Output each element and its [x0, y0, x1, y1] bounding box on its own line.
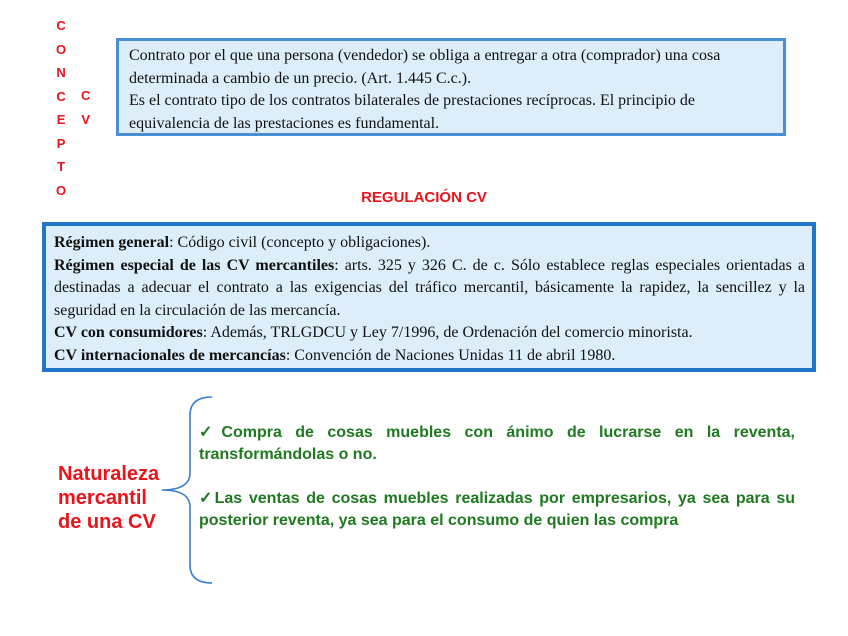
definition-text: Contrato por el que una persona (vendedor) se obliga a entregar a otra (comprador) una cosa determinada a cambio de un precio. (Art. 1.445 C.c.). [129, 47, 721, 87]
regulacion-title: REGULACIÓN CV [361, 189, 487, 206]
regulacion-text: : Además, TRLGDCU y Ley 7/1996, de Ordenación del comercio minorista. [202, 324, 693, 341]
regulacion-text: : Convención de Naciones Unidas 11 de abril 1980. [285, 346, 616, 364]
regulacion-term: CV internacionales de mercancías [54, 346, 286, 364]
naturaleza-item: ✓Compra de cosas muebles con ánimo de lucrarse en la reventa, transformándolas o no. [199, 424, 795, 463]
regulacion-term: Régimen especial de las CV mercantiles [54, 256, 335, 274]
regulacion-item [54, 345, 805, 368]
concepto-letter: E [56, 112, 66, 127]
cv-vertical-label [81, 84, 90, 131]
naturaleza-title-line: Naturaleza [58, 463, 160, 485]
naturaleza-title-line: mercantil [58, 487, 147, 509]
regulacion-term: Régimen general [54, 234, 170, 251]
regulacion-item [54, 232, 805, 255]
regulacion-term: CV con consumidores [54, 324, 203, 341]
concepto-letter: C [56, 88, 66, 104]
regulacion-box [42, 222, 816, 372]
concepto-vertical-label [56, 14, 66, 202]
concepto-letter: N [56, 65, 66, 80]
cv-letter: C [81, 88, 91, 103]
regulacion-text: : Código civil (concepto y obligaciones). [169, 234, 431, 251]
naturaleza-list [199, 422, 795, 554]
concepto-letter: T [57, 159, 66, 174]
concepto-letter: P [56, 135, 66, 151]
naturaleza-title-line: de una CV [58, 511, 156, 533]
concepto-letter: O [56, 41, 67, 57]
concepto-letter: O [56, 182, 67, 198]
concepto-letter: C [56, 18, 66, 33]
cv-letter: V [81, 111, 91, 127]
regulacion-item [54, 322, 805, 345]
naturaleza-item: ✓Las ventas de cosas muebles realizadas por empresarios, ya sea para su posterior reventa, ya sea para el consumo de quien las compra [199, 490, 795, 529]
regulacion-text: : arts. 325 y 326 C. de c. Sólo establece reglas especiales orientadas a destinadas a adecuar el contrato a las exigencias del tráfico mercantil, básicamente la rapidez, la sencillez y la seguridad en la circulación de las mercancía. [54, 256, 806, 319]
definition-box [116, 38, 786, 136]
naturaleza-title [58, 462, 159, 534]
regulacion-item [54, 255, 805, 323]
definition-text: Es el contrato tipo de los contratos bilaterales de prestaciones recíprocas. El principio de equivalencia de las prestaciones es fundamental. [129, 92, 696, 132]
